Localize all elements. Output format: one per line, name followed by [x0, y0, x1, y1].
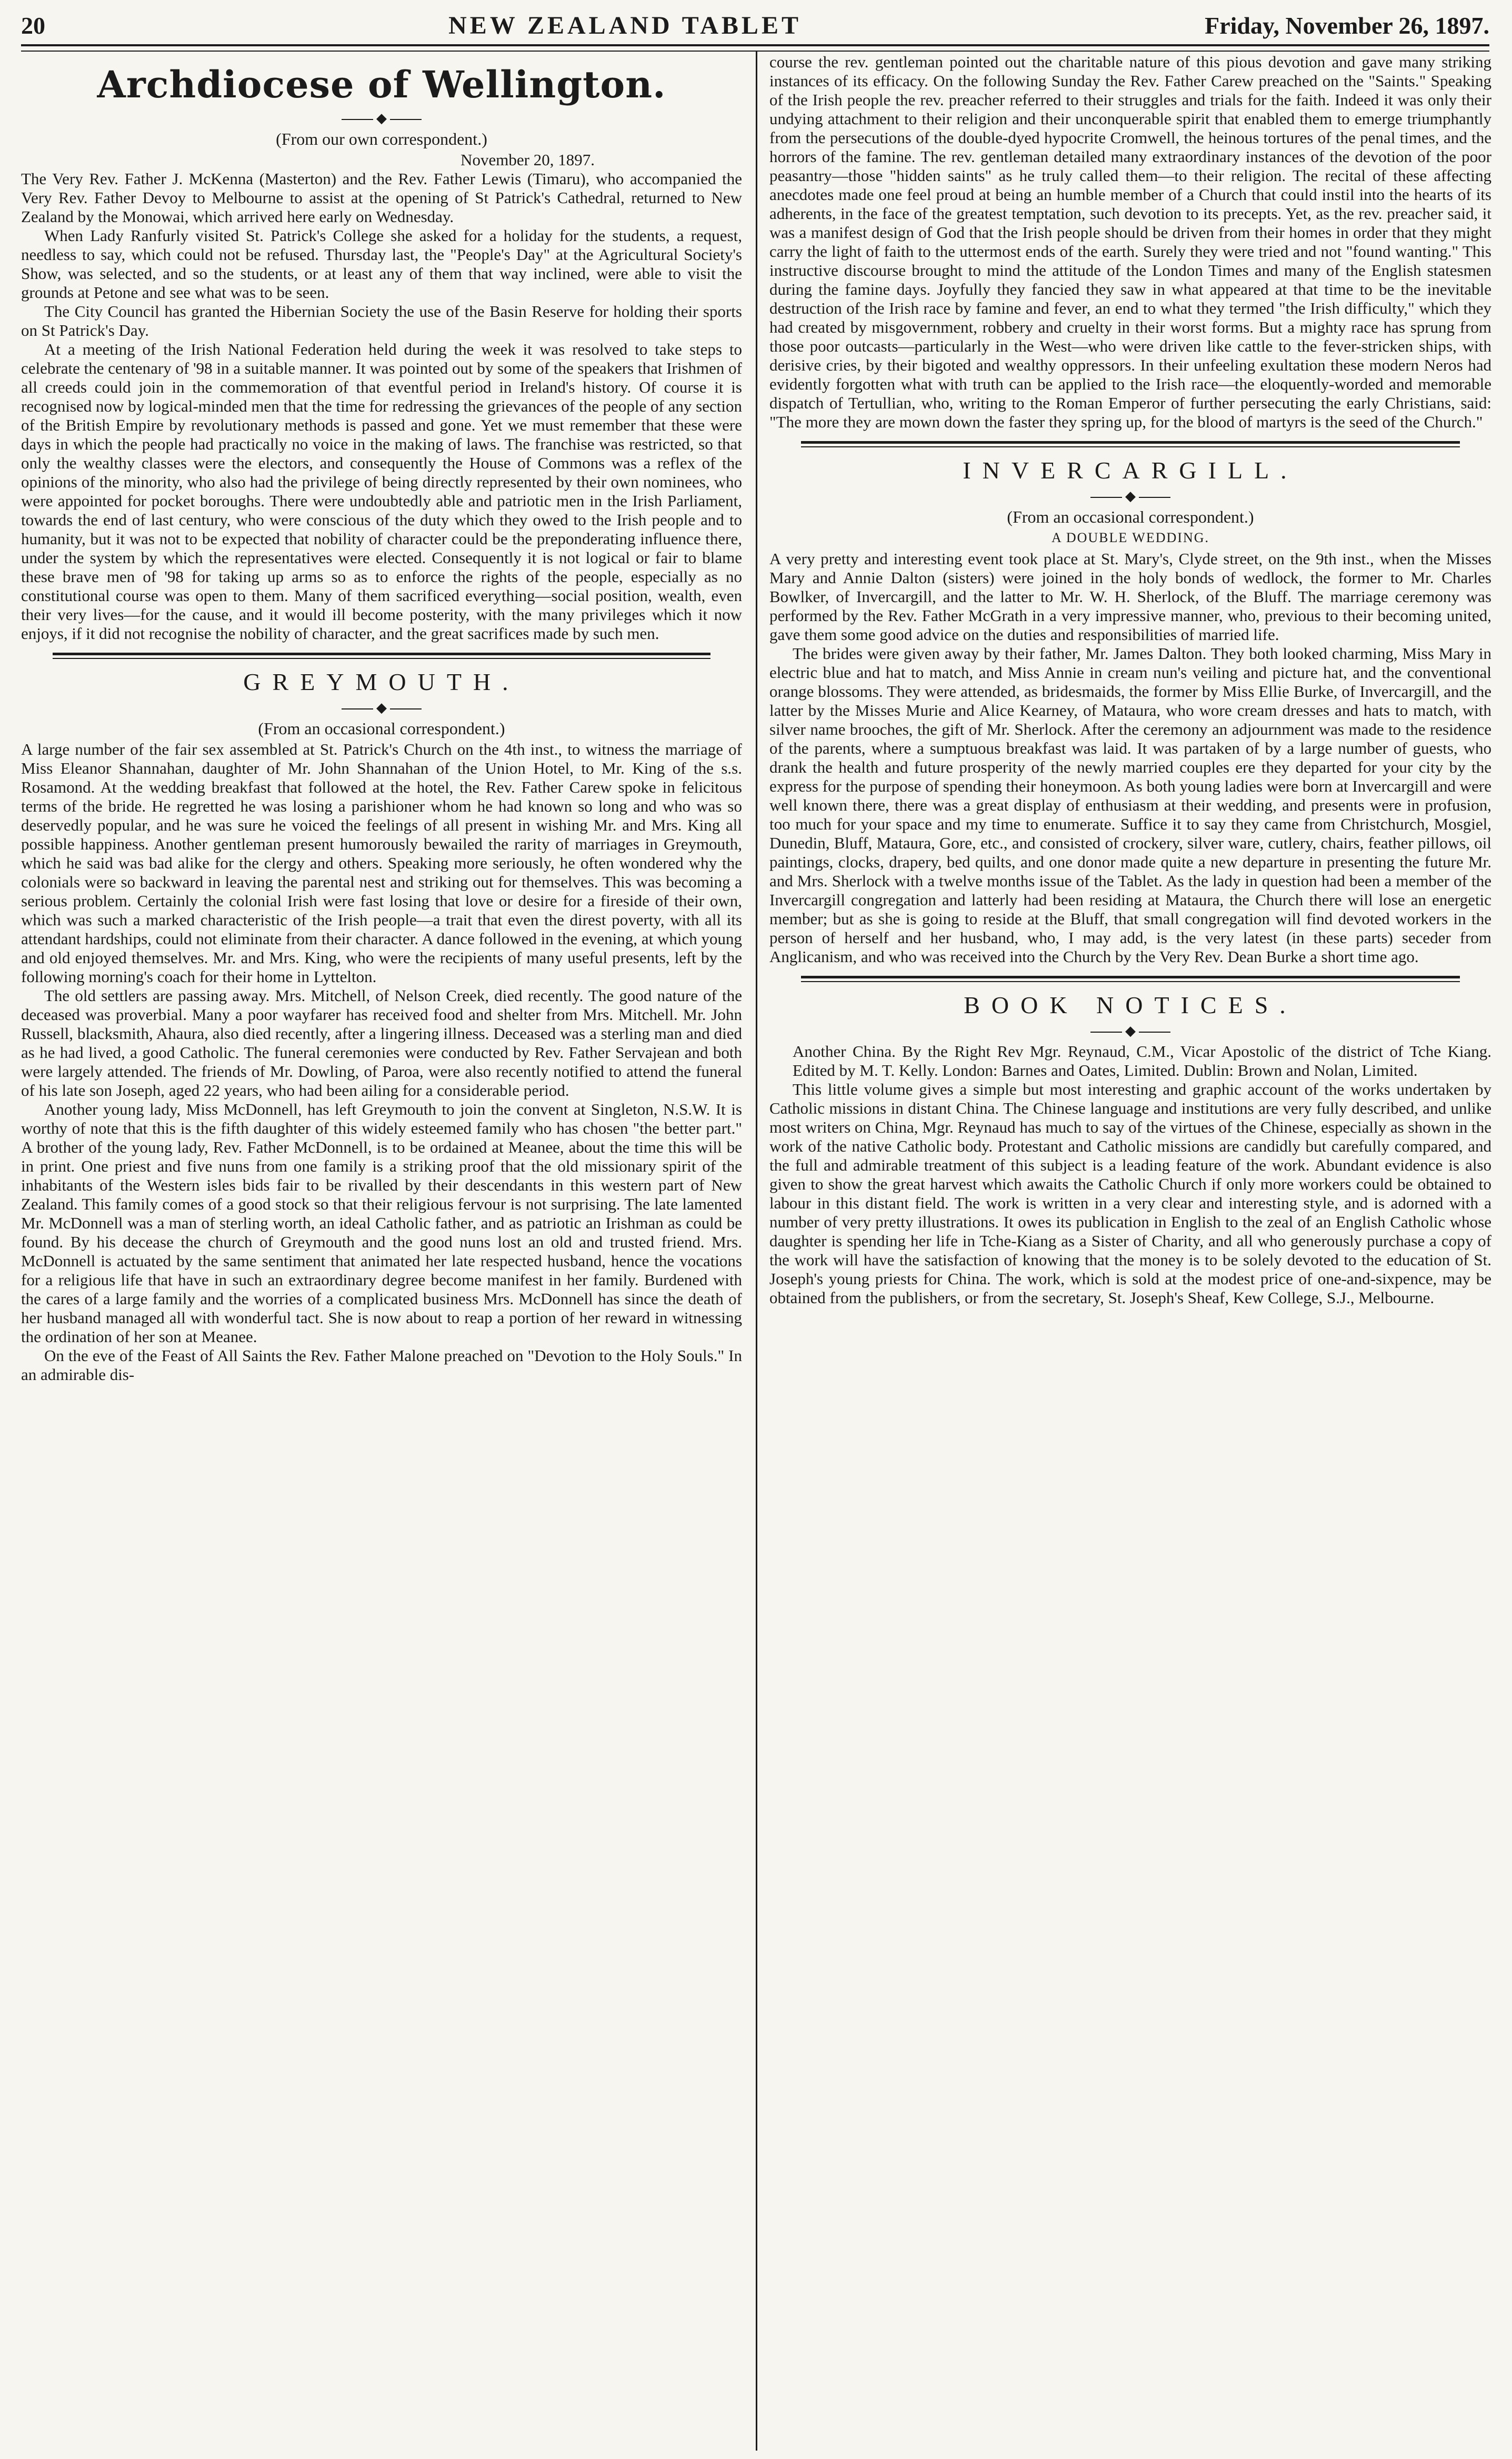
section-rule — [53, 653, 710, 659]
invercargill-heading: INVERCARGILL. — [963, 457, 1298, 484]
book-notices-heading: BOOK NOTICES. — [964, 992, 1297, 1018]
greymouth-paragraph: On the eve of the Feast of All Saints the Rev. Father Malone preached on "Devotion to the Holy Souls." In an admirable dis- — [21, 1346, 742, 1384]
greymouth-paragraph: A large number of the fair sex assembled at St. Patrick's Church on the 4th inst., to witness the marriage of Miss Eleanor Shannahan, daughter of Mr. John Shannahan of the Union Hotel, to Mr. King of the s.s. Rosamond. At the wedding breakfast that followed at the hotel, the Rev. Father Carew spoke in felicitous terms of the bride. He regretted he was losing a parishioner whom he had known so long and who was so deservedly popular, and he was sure he voiced the feelings of all present in wishing Mr. and Mrs. King all possible happiness. Another gentleman present humorously bewailed the rarity of marriages in Greymouth, which he said was bad alike for the clergy and others. Speaking more seriously, he often wondered why the colonials were so backward in leaving the parental nest and striking out for themselves. This was becoming a serious problem. Certainly the colonial Irish were fast losing that love or desire for a fireside of their own, which was such a marked characteristic of the Irish people—a trait that even the direst poverty, with all its attendant hardships, could not eliminate from their character. A dance followed in the evening, at which young and old enjoyed themselves. Mr. and Mrs. King, who were the recipients of many useful presents, left by the following morning's coach for their home in Lyttelton. — [21, 740, 742, 986]
wellington-heading: Archdiocese of Wellington. — [97, 63, 666, 106]
wellington-paragraph: The Very Rev. Father J. McKenna (Masterton) and the Rev. Father Lewis (Timaru), who accompanied the Very Rev. Father Devoy to Melbourne to assist at the opening of St Patrick's Cathedral, returned to New Zealand by the Monowai, which arrived here early on Wednesday. — [21, 169, 742, 226]
book-review-paragraph: This little volume gives a simple but most interesting and graphic account of the works undertaken by Catholic missions in distant China. The Chinese language and institutions are very fully described, and unlike most writers on China, Mgr. Reynaud has much to say of the virtues of the Chinese, especially as shown in the work of the native Catholic body. Protestant and Catholic missions are candidly but carefully compared, and the full and admirable treatment of this subject is a leading feature of the work. Abundant evidence is also given to show the great harvest which awaits the Catholic Church if only more workers could be obtained to labour in this distant field. The work is written in a very clear and interesting style, and is adorned with a number of very pretty illustrations. It owes its publication in English to the zeal of an English Catholic whose daughter is spending her life in Tche-Kiang as a Sister of Charity, and all who generously purchase a copy of the work will have the satisfaction of knowing that the money is to be solely devoted to the education of St. Joseph's young priests for China. The work, which is sold at the modest price of one-and-sixpence, may be obtained from the publishers, or from the secretary, St. Joseph's Sheaf, Kew College, S.J., Melbourne. — [769, 1080, 1491, 1307]
section-rule — [801, 441, 1460, 447]
invercargill-byline: (From an occasional correspondent.) — [1007, 507, 1254, 526]
wellington-dateline: November 20, 1897. — [460, 151, 595, 169]
greymouth-paragraph: Another young lady, Miss McDonnell, has left Greymouth to join the convent at Singleton, N.S.W. It is worthy of note that this is the fifth daughter of this widely esteemed family who has chosen "the better part." A brother of the young lady, Rev. Father McDonnell, is to be ordained at Meanee, about the time this will be in print. One priest and five nuns from one family is a striking proof that the old missionary spirit of the inhabitants of the Western isles bids fair to be rivalled by their descendants in this western part of New Zealand. This family comes of a good stock so that their religious fervour is not surprising. The late lamented Mr. McDonnell was a man of sterling worth, an ideal Catholic father, and as patriotic an Irishman as could be found. By his decease the church of Greymouth and the good nuns lost an old and trusted friend. Mrs. McDonnell is actuated by the same sentiment that animated her late respected husband, hence the vocations for a religious life that have in such an extraordinary degree become manifest in her family. Burdened with the cares of a large family and the worries of a complicated business Mrs. McDonnell has since the death of her husband managed all with wonderful tact. She is now about to reap a portion of her reward in witnessing the ordination of her son at Meanee. — [21, 1100, 742, 1346]
issue-date: Friday, November 26, 1897. — [1205, 12, 1489, 39]
wellington-paragraph: The City Council has granted the Hibernian Society the use of the Basin Reserve for holding their sports on St Patrick's Day. — [21, 302, 742, 339]
paper-title: NEW ZEALAND TABLET — [448, 11, 802, 39]
greymouth-paragraph: The old settlers are passing away. Mrs. Mitchell, of Nelson Creek, died recently. The good nature of the deceased was proverbial. Many a poor wayfarer has received food and shelter from Mrs. Mitchell. Mr. John Russell, blacksmith, Ahaura, also died recently, after a lingering illness. Deceased was a sterling man and died as he had lived, a good Catholic. The funeral ceremonies were conducted by Rev. Father Servajean and both were largely attended. The friends of Mr. Dowling, of Paroa, were also recently notified to attend the funeral of his late son Joseph, aged 22 years, who had been ailing for a considerable period. — [21, 986, 742, 1099]
ornament-divider: ◆ — [21, 111, 742, 126]
section-rule — [801, 976, 1460, 982]
right-column — [769, 53, 1491, 2445]
wellington-paragraph: When Lady Ranfurly visited St. Patrick's College she asked for a holiday for the students, a request, needless to say, which could not be refused. Thursday last, the "People's Day" at the Agricultural Society's Show, was selected, and so the students, or at least any of them that way inclined, were able to visit the grounds at Petone and see what was to be seen. — [21, 226, 742, 302]
column-divider — [756, 51, 757, 2451]
wellington-byline: (From our own correspondent.) — [276, 129, 487, 148]
greymouth-byline: (From an occasional correspondent.) — [258, 719, 505, 738]
page-number: 20 — [21, 12, 45, 39]
invercargill-paragraph: The brides were given away by their father, Mr. James Dalton. They both looked charming, Miss Mary in electric blue and hat to match, and Miss Annie in cream nun's veiling and picture hat, and the conventional orange blossoms. They were attended, as bridesmaids, the former by Miss Ellie Burke, of Invercargill, and the latter by the Misses Murie and Alice Kearney, of Mataura, who wore cream dresses and hats to match, with silver name brooches, the gift of Mr. Sherlock. After the ceremony an adjournment was made to the residence of the parents, where a sumptuous breakfast was laid. It was partaken of by a large number of guests, who drank the health and future prosperity of the newly married couples ere they departed for your city by the express for the purpose of spending their honeymoon. As both young ladies were born at Invercargill and were well known there, there was a great display of enthusiasm at their wedding, and presents were in profusion, too much for your space and my time to enumerate. Suffice it to say they came from Christchurch, Mosgiel, Dunedin, Bluff, Mataura, Gore, etc., and consisted of crockery, silver ware, cutlery, chairs, feather pillows, oil paintings, clocks, drapery, bed quilts, and one donor made quite a new departure in presenting the future Mr. and Mrs. Sherlock with a twelve months issue of the Tablet. As the lady in question had been a member of the Invercargill congregation and latterly had been residing at Mataura, the Church there will lose an energetic member; but as she is going to reside at the Bluff, that small congregation will find devoted workers in the person of herself and her husband, who, I may add, is the very latest (in these parts) seceder from Anglicanism, and who was received into the Church by the Very Rev. Dean Burke a short time ago. — [769, 644, 1491, 966]
book-entry: Another China. By the Right Rev Mgr. Reynaud, C.M., Vicar Apostolic of the district of Tche Kiang. Edited by M. T. Kelly. London: Barnes and Oates, Limited. Dublin: Brown and Nolan, Limited. — [793, 1042, 1491, 1079]
masthead-rule — [21, 44, 1489, 52]
ornament-divider: ◆ — [769, 488, 1491, 504]
ornament-divider: ◆ — [21, 700, 742, 716]
ornament-divider: ◆ — [769, 1023, 1491, 1039]
masthead — [21, 9, 1489, 41]
wellington-paragraph: At a meeting of the Irish National Federation held during the week it was resolved to take steps to celebrate the centenary of '98 in a suitable manner. It was pointed out by some of the speakers that Irishmen of all creeds could join in the commemoration of that eventful period in Ireland's history. Of course it is recognised now by logical-minded men that the time for redressing the grievances of the people of any section of the British Empire by revolutionary methods is passed and gone. Yet we must remember that these were days in which the people had practically no voice in the making of laws. The franchise was restricted, so that only the wealthy classes were the electors, and consequently the House of Commons was a reflex of the opinions of the minority, who also had the privilege of being directly represented by their own nominees, who were appointed for pocket boroughs. There were undoubtedly able and patriotic men in the Irish Parliament, towards the end of last century, who were conscious of the duty which they owed to the Irish people and to humanity, but it was not to be expected that nobility of character could be the preponderating influence there, under the system by which the representatives were elected. Consequently it is not logical or fair to blame these brave men of '98 for taking up arms so as to enforce the rights of the people, especially as no constitutional course was open to them. Many of them sacrificed everything—social position, wealth, even their very lives—for the cause, and it would ill become posterity, with the many privileges which it now enjoys, if it did not recognise the nobility of character, and the great sacrifices made by such men. — [21, 340, 742, 643]
left-column — [21, 53, 742, 2445]
invercargill-subhead: A DOUBLE WEDDING. — [1052, 530, 1209, 545]
greymouth-heading: GREYMOUTH. — [243, 668, 520, 695]
continued-paragraph: course the rev. gentleman pointed out the charitable nature of this pious devotion and gave many striking instances of its efficacy. On the following Sunday the Rev. Father Carew preached on the "Saints." Speaking of the Irish people the rev. preacher referred to their struggles and trials for the faith. Indeed it was only their undying attachment to their religion and their unconquerable spirit that enabled them to emerge triumphantly from the persecutions of the double-dyed hypocrite Cromwell, the heinous tortures of the penal times, and the horrors of the famine. The rev. gentleman detailed many extraordinary instances of the devotion of the poor peasantry—those "hidden saints" as he truly called them—to their religion. The recital of these affecting anecdotes made one feel proud at being an humble member of a Church that could instil into the hearts of its adherents, in the face of the greatest temptation, such devotion to its precepts. Yet, as the rev. preacher said, it was a manifest design of God that the Irish people should be driven from their homes in order that they might carry the light of faith to the uttermost ends of the earth. Surely they were tried and not "found wanting." This instructive discourse brought to mind the attitude of the London Times and many of the English statesmen during the famine days. Joyfully they fancied they saw in what appeared at that time to be the inevitable destruction of the Irish race by famine and fever, an end to what they termed "the Irish difficulty," which they had created by misgovernment, robbery and cruelty in their worst forms. But a mighty race has sprung from those poor outcasts—particularly in the West—who were driven like cattle to the fever-stricken ships, with derisive cries, by their bigoted and wealthy oppressors. In their unfeeling exultation these modern Neros had evidently forgotten what with truth can be applied to the Irish race—the eloquently-worded and memorable dispatch of Tertullian, who, writing to the Roman Emperor of further persecuting the early Christians, said: "The more they are mown down the faster they spring up, for the blood of martyrs is the seed of the Church." — [769, 53, 1491, 431]
invercargill-paragraph: A very pretty and interesting event took place at St. Mary's, Clyde street, on the 9th inst., when the Misses Mary and Annie Dalton (sisters) were joined in the holy bonds of wedlock, the former to Mr. Charles Bowlker, of Invercargill, and the latter to Mr. W. H. Sherlock, of the Bluff. The marriage ceremony was performed by the Rev. Father McGrath in a very impressive manner, who, previous to their becoming united, gave them some good advice on the duties and responsibilities of married life. — [769, 549, 1491, 644]
